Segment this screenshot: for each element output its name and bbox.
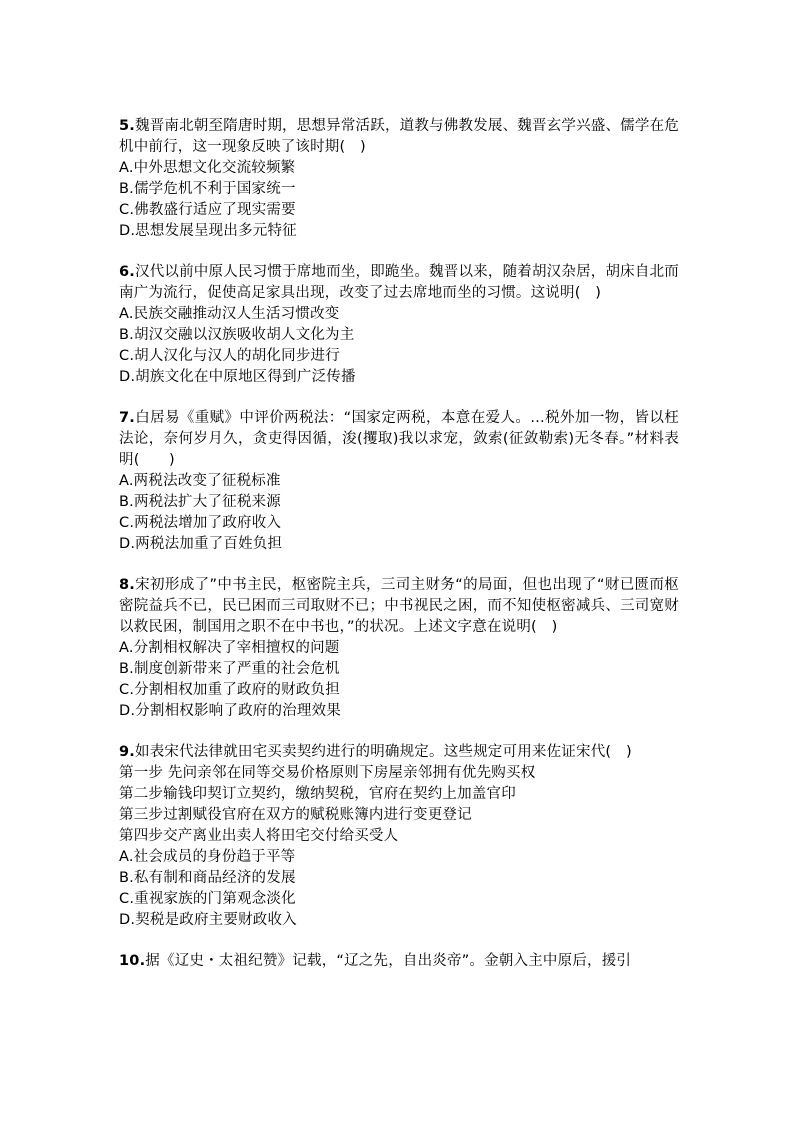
question-7	[119, 408, 679, 555]
question-number: 5.	[119, 118, 135, 134]
option-b: B.胡汉交融以汉族吸收胡人文化为主	[119, 327, 355, 343]
option-b: B.制度创新带来了严重的社会危机	[119, 661, 340, 677]
option-d: D.分割相权影响了政府的治理效果	[119, 703, 341, 719]
question-text: 据《辽史・太祖纪赞》记载，“辽之先，自出炎帝”。金朝入主中原后，援引	[145, 953, 632, 969]
table-row-step-1: 第一步 先问亲邻在同等交易价格原则下房屋亲邻拥有优先购买权	[119, 765, 536, 781]
question-stem	[119, 742, 679, 763]
question-5	[119, 116, 679, 242]
option-c: C.两税法增加了政府收入	[119, 515, 282, 531]
option-a: A.社会成员的身份趋于平等	[119, 849, 296, 865]
table-row-step-2: 第二步输钱印契订立契约，缴纳契税，官府在契约上加盖官印	[119, 786, 516, 802]
table-row-step-3: 第三步过割赋役官府在双方的赋税账簿内进行变更登记	[119, 807, 472, 823]
table-row-step-4: 第四步交产离业出卖人将田宅交付给买受人	[119, 828, 399, 844]
option-b: B.私有制和商品经济的发展	[119, 870, 296, 886]
question-list	[119, 116, 679, 992]
question-9	[119, 742, 679, 931]
question-text: 如表宋代法律就田宅买卖契约进行的明确规定。这些规定可用来佐证宋代( )	[135, 744, 632, 760]
option-c: C.重视家族的门第观念淡化	[119, 891, 296, 907]
question-stem	[119, 262, 679, 304]
option-a: A.民族交融推动汉人生活习惯改变	[119, 306, 340, 322]
option-a: A.分割相权解决了宰相擅权的问题	[119, 640, 340, 656]
question-text: 魏晋南北朝至隋唐时期，思想异常活跃，道教与佛教发展、魏晋玄学兴盛、儒学在危机中前行，这一现象反映了该时期( )	[119, 118, 679, 155]
question-text: 汉代以前中原人民习惯于席地而坐，即跪坐。魏晋以来，随着胡汉杂居，胡床自北而南广为流行，促使高足家具出现，改变了过去席地而坐的习惯。这说明( )	[119, 264, 679, 301]
option-d: D.思想发展呈现出多元特征	[119, 223, 297, 239]
option-b: B.两税法扩大了征税来源	[119, 494, 281, 510]
question-number: 7.	[119, 410, 135, 426]
question-number: 9.	[119, 744, 135, 760]
option-c: C.分割相权加重了政府的财政负担	[119, 682, 340, 698]
question-number: 6.	[119, 264, 135, 280]
question-text: 宋初形成了”中书主民，枢密院主兵，三司主财务“的局面，但也出现了“财已匮而枢密院益兵不已，民已困而三司取财不已；中书视民之困，而不知使枢密减兵、三司宽财以救民困，制国用之职不在中书也，”的状况。上述文字意在说明( )	[119, 577, 679, 635]
question-stem	[119, 575, 679, 638]
question-8	[119, 575, 679, 722]
question-10	[119, 951, 679, 972]
option-c: C.佛教盛行适应了现实需要	[119, 202, 296, 218]
option-a: A.中外思想文化交流较频繁	[119, 160, 296, 176]
option-d: D.两税法加重了百姓负担	[119, 536, 283, 552]
question-6	[119, 262, 679, 388]
option-a: A.两税法改变了征税标准	[119, 473, 281, 489]
option-d: D.契税是政府主要财政收入	[119, 912, 297, 928]
question-stem	[119, 116, 679, 158]
question-stem	[119, 408, 679, 471]
question-number: 10.	[119, 953, 146, 969]
option-b: B.儒学危机不利于国家统一	[119, 181, 296, 197]
option-c: C.胡人汉化与汉人的胡化同步进行	[119, 348, 340, 364]
question-stem	[119, 951, 679, 972]
question-text: 白居易《重赋》中评价两税法：“国家定两税，本意在爱人。…税外加一物，皆以枉法论，奈何岁月久，贪吏得因循，浚(攫取)我以求宠，敛索(征敛勒索)无冬春。”材料表明( )	[119, 410, 679, 468]
option-d: D.胡族文化在中原地区得到广泛传播	[119, 369, 356, 385]
question-number: 8.	[119, 577, 135, 593]
